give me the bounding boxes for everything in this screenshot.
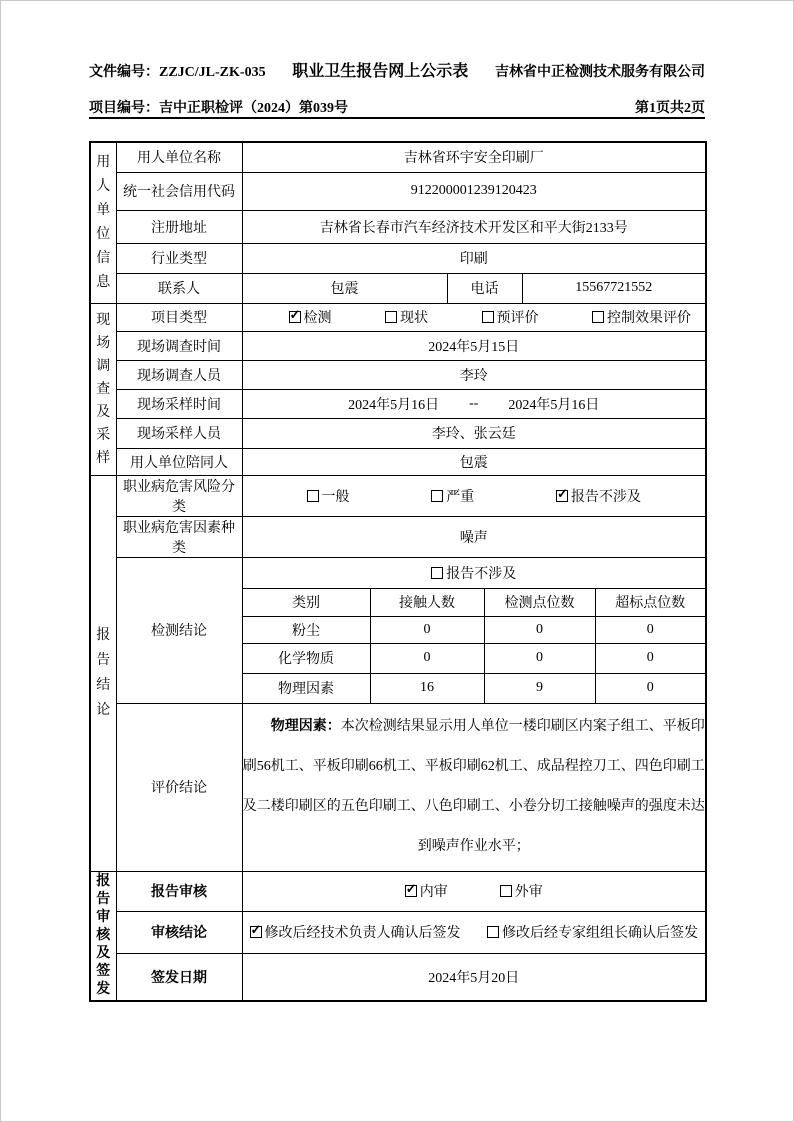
- option-detection: [289, 307, 332, 327]
- option-label: 报告不涉及: [571, 489, 642, 505]
- survey-staff-label: 现场调查人员: [116, 360, 242, 389]
- option-label: 预评价: [496, 311, 539, 326]
- detection-conclusion-label: 检测结论: [116, 557, 242, 703]
- option-label: 修改后经技术负责人确认后签发: [264, 926, 461, 941]
- section-label-employer: 用人单位信息: [90, 142, 116, 303]
- option-pre-evaluation: [482, 307, 539, 327]
- section-label-conclusion: 报告结论: [90, 475, 116, 871]
- col-header-category: 类别: [242, 588, 370, 616]
- project-type-options: [242, 303, 706, 331]
- option-label: 严重: [446, 489, 475, 505]
- row-contact: [90, 273, 706, 303]
- row-survey-staff: [90, 360, 706, 389]
- cell-exposed: 0: [370, 643, 484, 673]
- row-risk-class: [90, 475, 706, 516]
- cell-exceed: 0: [595, 616, 706, 643]
- option-expert-lead-confirm: [487, 922, 698, 942]
- option-label: 修改后经专家组组长确认后签发: [502, 926, 699, 941]
- cell-points: 9: [484, 673, 595, 703]
- file-number: 文件编号：ZZJC/JL-ZK-035: [89, 65, 266, 80]
- employer-name-value: 吉林省环宇安全印刷厂: [242, 142, 706, 172]
- option-label: 控制效果评价: [607, 311, 691, 326]
- row-sampling-staff: [90, 418, 706, 448]
- row-escort: [90, 448, 706, 475]
- checkbox-icon: [405, 885, 417, 897]
- evaluation-lead: 物理因素：: [270, 719, 341, 734]
- cell-exceed: 0: [595, 673, 706, 703]
- issue-date-label: 签发日期: [116, 953, 242, 1001]
- checkbox-icon: [289, 311, 301, 323]
- sampling-date-value: [242, 389, 706, 418]
- header-divider: [89, 117, 705, 119]
- row-credit-code: [90, 172, 706, 210]
- report-review-options: [242, 871, 706, 911]
- contact-value: 包震: [242, 273, 447, 303]
- risk-class-options: [242, 475, 706, 516]
- cell-category: 化学物质: [242, 643, 370, 673]
- row-evaluation: [90, 703, 706, 871]
- survey-staff-value: 李玲: [242, 360, 706, 389]
- form-table: [89, 141, 707, 1002]
- option-not-involved: [556, 486, 641, 506]
- cell-exposed: 16: [370, 673, 484, 703]
- escort-value: 包震: [242, 448, 706, 475]
- page-indicator: 第1页共2页: [635, 101, 705, 116]
- page-header: [89, 58, 705, 117]
- cell-category: 物理因素: [242, 673, 370, 703]
- sampling-date-label: 现场采样时间: [116, 389, 242, 418]
- row-issue-date: [90, 953, 706, 1001]
- evaluation-text-cell: [242, 703, 706, 871]
- project-type-label: 项目类型: [116, 303, 242, 331]
- row-address: [90, 210, 706, 243]
- col-header-exceed: 超标点位数: [595, 588, 706, 616]
- escort-label: 用人单位陪同人: [116, 448, 242, 475]
- issue-date-value: 2024年5月20日: [242, 953, 706, 1001]
- section-label-approval: 报告审核及签发: [90, 871, 116, 1001]
- col-header-exposed: 接触人数: [370, 588, 484, 616]
- header-line-2: [89, 97, 705, 117]
- checkbox-icon: [500, 885, 512, 897]
- audit-conclusion-options: [242, 911, 706, 953]
- contact-label: 联系人: [116, 273, 242, 303]
- option-label: 内审: [419, 885, 448, 900]
- date-separator: --: [469, 395, 479, 411]
- evaluation-label: 评价结论: [116, 703, 242, 871]
- cell-category: 粉尘: [242, 616, 370, 643]
- cell-points: 0: [484, 643, 595, 673]
- survey-date-label: 现场调查时间: [116, 331, 242, 360]
- checkbox-icon: [556, 490, 568, 502]
- checkbox-icon: [385, 311, 397, 323]
- cell-exceed: 0: [595, 643, 706, 673]
- option-tech-lead-confirm: [250, 922, 461, 942]
- option-external-review: [500, 881, 543, 901]
- header-line-1: [89, 58, 705, 81]
- checkbox-icon: [307, 490, 319, 502]
- option-label: 现状: [400, 311, 428, 326]
- report-review-label: 报告审核: [116, 871, 242, 911]
- sampling-end-date: 2024年5月16日: [508, 397, 600, 413]
- section-label-survey: 现场调查及采样: [90, 303, 116, 475]
- address-value: 吉林省长春市汽车经济技术开发区和平大街2133号: [242, 210, 706, 243]
- option-status: [385, 307, 428, 327]
- address-label: 注册地址: [116, 210, 242, 243]
- option-label: 检测: [303, 311, 332, 326]
- row-industry: [90, 243, 706, 273]
- row-detection-na: [90, 557, 706, 588]
- sampling-start-date: 2024年5月16日: [348, 397, 440, 413]
- detection-na-option: [242, 557, 706, 588]
- checkbox-icon: [431, 490, 443, 502]
- audit-conclusion-label: 审核结论: [116, 911, 242, 953]
- option-label: 一般: [321, 489, 350, 505]
- employer-name-label: 用人单位名称: [116, 142, 242, 172]
- survey-date-value: 2024年5月15日: [242, 331, 706, 360]
- col-header-points: 检测点位数: [484, 588, 595, 616]
- evaluation-paragraph: [243, 707, 706, 867]
- cell-points: 0: [484, 616, 595, 643]
- option-severe: [431, 486, 474, 506]
- industry-label: 行业类型: [116, 243, 242, 273]
- checkbox-icon: [487, 926, 499, 938]
- option-report-not-involved: [431, 563, 516, 583]
- sampling-staff-value: 李玲、张云廷: [242, 418, 706, 448]
- credit-code-value: 912200001239120423: [242, 172, 706, 210]
- option-general: [307, 486, 350, 506]
- row-audit-conclusion: [90, 911, 706, 953]
- project-number: 项目编号：吉中正职检评（2024）第039号: [89, 101, 348, 116]
- checkbox-icon: [431, 567, 443, 579]
- checkbox-icon: [482, 311, 494, 323]
- hazard-factor-value: 噪声: [242, 516, 706, 557]
- row-sampling-date: [90, 389, 706, 418]
- checkbox-icon: [250, 926, 262, 938]
- option-internal-review: [405, 881, 448, 901]
- phone-value: 15567721552: [522, 273, 706, 303]
- option-control-effect: [592, 307, 691, 327]
- row-employer-name: [90, 142, 706, 172]
- checkbox-icon: [592, 311, 604, 323]
- document-title: 职业卫生报告网上公示表: [292, 63, 469, 80]
- risk-class-label: 职业病危害风险分类: [116, 475, 242, 516]
- company-name: 吉林省中正检测技术服务有限公司: [495, 65, 705, 80]
- credit-code-label: 统一社会信用代码: [116, 172, 242, 210]
- hazard-factor-label: 职业病危害因素种类: [116, 516, 242, 557]
- evaluation-body: 本次检测结果显示用人单位一楼印刷区内案子组工、平板印刷56机工、平板印刷66机工、平板印刷62机工、成品程控刀工、四色印刷工及二楼印刷区的五色印刷工、八色印刷工、小卷分切工接触噪声的强度未达到噪声作业水平；: [242, 719, 705, 854]
- option-label: 外审: [514, 885, 543, 900]
- row-hazard-factor: [90, 516, 706, 557]
- row-project-type: [90, 303, 706, 331]
- row-survey-date: [90, 331, 706, 360]
- phone-label: 电话: [447, 273, 522, 303]
- option-label: 报告不涉及: [446, 566, 517, 582]
- industry-value: 印刷: [242, 243, 706, 273]
- cell-exposed: 0: [370, 616, 484, 643]
- sampling-staff-label: 现场采样人员: [116, 418, 242, 448]
- row-report-review: [90, 871, 706, 911]
